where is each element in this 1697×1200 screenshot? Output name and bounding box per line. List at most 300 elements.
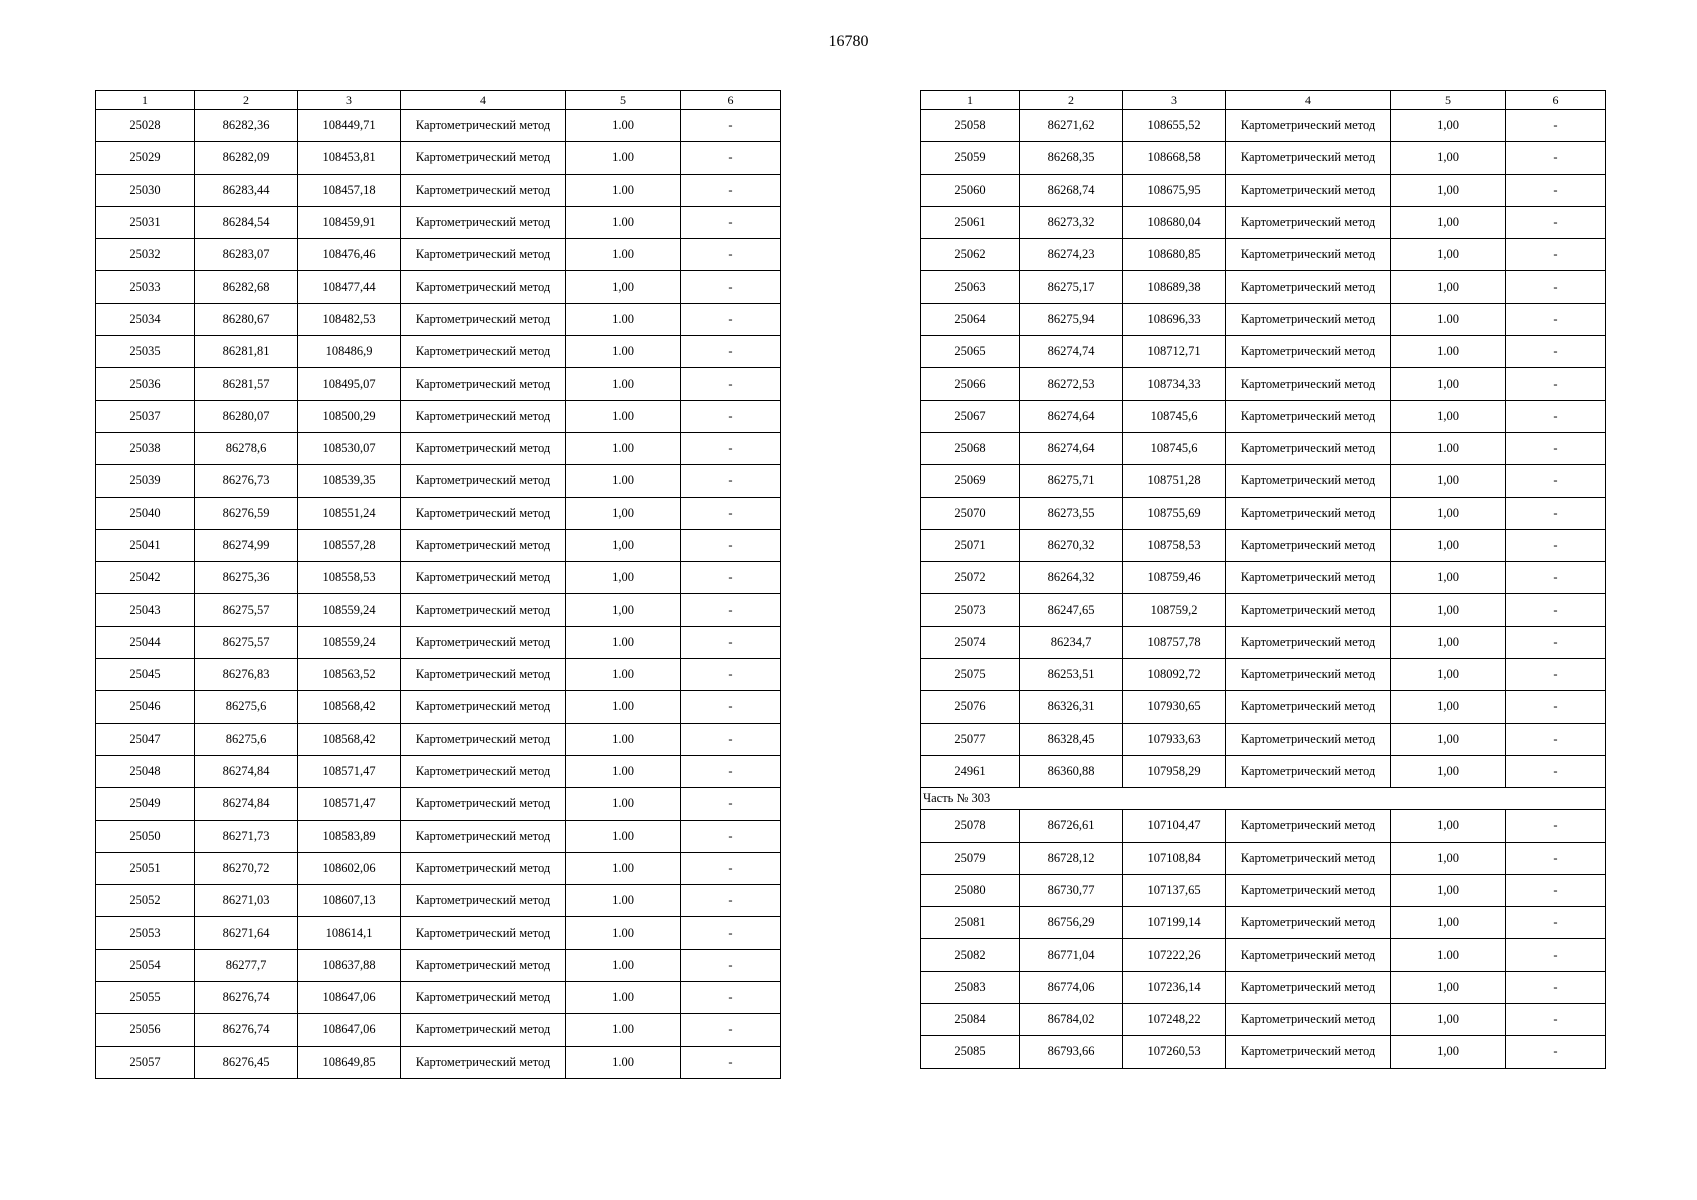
- table-body-left: [96, 110, 781, 1079]
- y-coordinate-cell: 108655,52: [1123, 110, 1226, 142]
- x-coordinate-cell: 86756,29: [1020, 907, 1123, 939]
- description-cell: -: [681, 594, 781, 626]
- point-number-cell: 25079: [921, 842, 1020, 874]
- method-cell: Картометрический метод: [1226, 497, 1391, 529]
- accuracy-cell: 1,00: [1391, 594, 1506, 626]
- description-cell: -: [681, 1046, 781, 1078]
- description-cell: -: [681, 852, 781, 884]
- table-row: [96, 497, 781, 529]
- description-cell: -: [681, 174, 781, 206]
- table-row: [921, 810, 1606, 842]
- y-coordinate-cell: 108092,72: [1123, 659, 1226, 691]
- header-cell: 6: [681, 91, 781, 110]
- method-cell: Картометрический метод: [401, 562, 566, 594]
- table-row: [96, 400, 781, 432]
- method-cell: Картометрический метод: [1226, 1036, 1391, 1068]
- table-row: [96, 110, 781, 142]
- table-row: [921, 723, 1606, 755]
- x-coordinate-cell: 86273,32: [1020, 206, 1123, 238]
- description-cell: -: [1506, 971, 1606, 1003]
- description-cell: -: [681, 723, 781, 755]
- x-coordinate-cell: 86283,44: [195, 174, 298, 206]
- point-number-cell: 25043: [96, 594, 195, 626]
- x-coordinate-cell: 86277,7: [195, 949, 298, 981]
- accuracy-cell: 1,00: [566, 497, 681, 529]
- point-number-cell: 25074: [921, 626, 1020, 658]
- y-coordinate-cell: 108558,53: [298, 562, 401, 594]
- x-coordinate-cell: 86271,03: [195, 885, 298, 917]
- method-cell: Картометрический метод: [1226, 110, 1391, 142]
- accuracy-cell: 1,00: [1391, 497, 1506, 529]
- description-cell: -: [1506, 529, 1606, 561]
- accuracy-cell: 1.00: [566, 788, 681, 820]
- accuracy-cell: 1,00: [566, 562, 681, 594]
- method-cell: Картометрический метод: [1226, 562, 1391, 594]
- method-cell: Картометрический метод: [1226, 465, 1391, 497]
- x-coordinate-cell: 86784,02: [1020, 1004, 1123, 1036]
- point-number-cell: 25035: [96, 336, 195, 368]
- table-row: [96, 336, 781, 368]
- x-coordinate-cell: 86276,74: [195, 1014, 298, 1046]
- accuracy-cell: 1,00: [1391, 1036, 1506, 1068]
- table-row: [921, 174, 1606, 206]
- method-cell: Картометрический метод: [1226, 594, 1391, 626]
- point-number-cell: 25078: [921, 810, 1020, 842]
- x-coordinate-cell: 86268,35: [1020, 142, 1123, 174]
- accuracy-cell: 1.00: [566, 174, 681, 206]
- accuracy-cell: 1.00: [566, 820, 681, 852]
- table-row: [96, 432, 781, 464]
- description-cell: -: [681, 529, 781, 561]
- x-coordinate-cell: 86275,94: [1020, 303, 1123, 335]
- accuracy-cell: 1.00: [566, 852, 681, 884]
- table-row: [921, 497, 1606, 529]
- point-number-cell: 25048: [96, 755, 195, 787]
- y-coordinate-cell: 108734,33: [1123, 368, 1226, 400]
- table-row: [921, 239, 1606, 271]
- accuracy-cell: 1,00: [566, 594, 681, 626]
- y-coordinate-cell: 108459,91: [298, 206, 401, 238]
- method-cell: Картометрический метод: [401, 110, 566, 142]
- header-cell: 1: [921, 91, 1020, 110]
- point-number-cell: 25052: [96, 885, 195, 917]
- point-number-cell: 25071: [921, 529, 1020, 561]
- x-coordinate-cell: 86234,7: [1020, 626, 1123, 658]
- description-cell: -: [1506, 755, 1606, 787]
- y-coordinate-cell: 107104,47: [1123, 810, 1226, 842]
- point-number-cell: 25044: [96, 626, 195, 658]
- y-coordinate-cell: 108614,1: [298, 917, 401, 949]
- description-cell: -: [681, 110, 781, 142]
- point-number-cell: 25034: [96, 303, 195, 335]
- description-cell: -: [1506, 1036, 1606, 1068]
- x-coordinate-cell: 86275,57: [195, 594, 298, 626]
- y-coordinate-cell: 108755,69: [1123, 497, 1226, 529]
- header-cell: 2: [195, 91, 298, 110]
- accuracy-cell: 1,00: [1391, 142, 1506, 174]
- table-row: [96, 659, 781, 691]
- method-cell: Картометрический метод: [1226, 626, 1391, 658]
- x-coordinate-cell: 86360,88: [1020, 755, 1123, 787]
- description-cell: -: [1506, 810, 1606, 842]
- method-cell: Картометрический метод: [401, 594, 566, 626]
- point-number-cell: 25073: [921, 594, 1020, 626]
- y-coordinate-cell: 108476,46: [298, 239, 401, 271]
- point-number-cell: 25081: [921, 907, 1020, 939]
- method-cell: Картометрический метод: [1226, 842, 1391, 874]
- description-cell: -: [1506, 497, 1606, 529]
- accuracy-cell: 1,00: [1391, 810, 1506, 842]
- table-row: [96, 271, 781, 303]
- point-number-cell: 25084: [921, 1004, 1020, 1036]
- point-number-cell: 25037: [96, 400, 195, 432]
- header-cell: 4: [1226, 91, 1391, 110]
- accuracy-cell: 1,00: [1391, 271, 1506, 303]
- point-number-cell: 25032: [96, 239, 195, 271]
- point-number-cell: 25039: [96, 465, 195, 497]
- point-number-cell: 25029: [96, 142, 195, 174]
- point-number-cell: 25077: [921, 723, 1020, 755]
- method-cell: Картометрический метод: [401, 497, 566, 529]
- x-coordinate-cell: 86726,61: [1020, 810, 1123, 842]
- x-coordinate-cell: 86274,64: [1020, 400, 1123, 432]
- description-cell: -: [1506, 206, 1606, 238]
- method-cell: Картометрический метод: [401, 206, 566, 238]
- method-cell: Картометрический метод: [401, 368, 566, 400]
- table-row: [921, 400, 1606, 432]
- x-coordinate-cell: 86270,72: [195, 852, 298, 884]
- x-coordinate-cell: 86771,04: [1020, 939, 1123, 971]
- y-coordinate-cell: 108477,44: [298, 271, 401, 303]
- point-number-cell: 25080: [921, 874, 1020, 906]
- method-cell: Картометрический метод: [401, 142, 566, 174]
- accuracy-cell: 1.00: [566, 755, 681, 787]
- table-row: [921, 874, 1606, 906]
- table-row: [96, 982, 781, 1014]
- table-row: [921, 432, 1606, 464]
- point-number-cell: 25057: [96, 1046, 195, 1078]
- y-coordinate-cell: 108568,42: [298, 691, 401, 723]
- description-cell: -: [1506, 239, 1606, 271]
- y-coordinate-cell: 108758,53: [1123, 529, 1226, 561]
- description-cell: -: [1506, 400, 1606, 432]
- accuracy-cell: 1.00: [1391, 432, 1506, 464]
- table-row: [96, 755, 781, 787]
- accuracy-cell: 1,00: [1391, 400, 1506, 432]
- table-row: [96, 368, 781, 400]
- page-number: 16780: [828, 33, 869, 50]
- accuracy-cell: 1.00: [566, 659, 681, 691]
- x-coordinate-cell: 86326,31: [1020, 691, 1123, 723]
- point-number-cell: 24961: [921, 755, 1020, 787]
- y-coordinate-cell: 107958,29: [1123, 755, 1226, 787]
- accuracy-cell: 1.00: [566, 949, 681, 981]
- description-cell: -: [1506, 842, 1606, 874]
- accuracy-cell: 1,00: [1391, 206, 1506, 238]
- section-label: Часть № 303: [921, 788, 1606, 810]
- point-number-cell: 25051: [96, 852, 195, 884]
- y-coordinate-cell: 108745,6: [1123, 400, 1226, 432]
- accuracy-cell: 1,00: [1391, 239, 1506, 271]
- y-coordinate-cell: 108453,81: [298, 142, 401, 174]
- method-cell: Картометрический метод: [401, 949, 566, 981]
- y-coordinate-cell: 108563,52: [298, 659, 401, 691]
- accuracy-cell: 1.00: [566, 368, 681, 400]
- description-cell: -: [681, 497, 781, 529]
- description-cell: -: [681, 432, 781, 464]
- x-coordinate-cell: 86774,06: [1020, 971, 1123, 1003]
- point-number-cell: 25033: [96, 271, 195, 303]
- header-cell: 3: [298, 91, 401, 110]
- table-row: [96, 594, 781, 626]
- y-coordinate-cell: 107248,22: [1123, 1004, 1226, 1036]
- point-number-cell: 25082: [921, 939, 1020, 971]
- table-row: [96, 1046, 781, 1078]
- description-cell: -: [681, 142, 781, 174]
- x-coordinate-cell: 86275,6: [195, 691, 298, 723]
- x-coordinate-cell: 86275,71: [1020, 465, 1123, 497]
- method-cell: Картометрический метод: [401, 239, 566, 271]
- description-cell: -: [681, 982, 781, 1014]
- accuracy-cell: 1,00: [566, 271, 681, 303]
- method-cell: Картометрический метод: [1226, 239, 1391, 271]
- point-number-cell: 25055: [96, 982, 195, 1014]
- point-number-cell: 25054: [96, 949, 195, 981]
- x-coordinate-cell: 86276,73: [195, 465, 298, 497]
- point-number-cell: 25060: [921, 174, 1020, 206]
- y-coordinate-cell: 108559,24: [298, 594, 401, 626]
- x-coordinate-cell: 86275,6: [195, 723, 298, 755]
- table-row: [96, 788, 781, 820]
- x-coordinate-cell: 86282,68: [195, 271, 298, 303]
- accuracy-cell: 1.00: [566, 1046, 681, 1078]
- point-number-cell: 25065: [921, 336, 1020, 368]
- description-cell: -: [681, 465, 781, 497]
- section-divider: [921, 788, 1606, 810]
- y-coordinate-cell: 107137,65: [1123, 874, 1226, 906]
- y-coordinate-cell: 108568,42: [298, 723, 401, 755]
- table-row: [921, 939, 1606, 971]
- description-cell: -: [681, 239, 781, 271]
- table-row: [921, 368, 1606, 400]
- y-coordinate-cell: 108649,85: [298, 1046, 401, 1078]
- y-coordinate-cell: 108602,06: [298, 852, 401, 884]
- method-cell: Картометрический метод: [401, 626, 566, 658]
- accuracy-cell: 1.00: [566, 885, 681, 917]
- x-coordinate-cell: 86284,54: [195, 206, 298, 238]
- table-row: [921, 336, 1606, 368]
- point-number-cell: 25049: [96, 788, 195, 820]
- table-row: [96, 885, 781, 917]
- x-coordinate-cell: 86268,74: [1020, 174, 1123, 206]
- y-coordinate-cell: 108647,06: [298, 982, 401, 1014]
- x-coordinate-cell: 86270,32: [1020, 529, 1123, 561]
- y-coordinate-cell: 107236,14: [1123, 971, 1226, 1003]
- x-coordinate-cell: 86730,77: [1020, 874, 1123, 906]
- method-cell: Картометрический метод: [1226, 400, 1391, 432]
- header-cell: 1: [96, 91, 195, 110]
- table-body-right-section: [921, 810, 1606, 1068]
- description-cell: -: [681, 368, 781, 400]
- point-number-cell: 25076: [921, 691, 1020, 723]
- accuracy-cell: 1,00: [1391, 626, 1506, 658]
- table-row: [921, 562, 1606, 594]
- method-cell: Картометрический метод: [1226, 874, 1391, 906]
- description-cell: -: [1506, 174, 1606, 206]
- description-cell: -: [681, 691, 781, 723]
- accuracy-cell: 1,00: [1391, 465, 1506, 497]
- x-coordinate-cell: 86728,12: [1020, 842, 1123, 874]
- point-number-cell: 25042: [96, 562, 195, 594]
- method-cell: Картометрический метод: [401, 271, 566, 303]
- description-cell: -: [681, 820, 781, 852]
- y-coordinate-cell: 108583,89: [298, 820, 401, 852]
- y-coordinate-cell: 108551,24: [298, 497, 401, 529]
- y-coordinate-cell: 108668,58: [1123, 142, 1226, 174]
- description-cell: -: [1506, 907, 1606, 939]
- method-cell: Картометрический метод: [1226, 755, 1391, 787]
- accuracy-cell: 1.00: [1391, 336, 1506, 368]
- table-row: [96, 206, 781, 238]
- method-cell: Картометрический метод: [1226, 174, 1391, 206]
- description-cell: -: [681, 788, 781, 820]
- header-cell: 5: [1391, 91, 1506, 110]
- header-cell: 4: [401, 91, 566, 110]
- point-number-cell: 25050: [96, 820, 195, 852]
- method-cell: Картометрический метод: [1226, 1004, 1391, 1036]
- method-cell: Картометрический метод: [401, 691, 566, 723]
- y-coordinate-cell: 108539,35: [298, 465, 401, 497]
- description-cell: -: [1506, 432, 1606, 464]
- method-cell: Картометрический метод: [401, 1046, 566, 1078]
- table-row: [921, 659, 1606, 691]
- description-cell: -: [681, 917, 781, 949]
- table-row: [921, 465, 1606, 497]
- description-cell: -: [1506, 336, 1606, 368]
- method-cell: Картометрический метод: [401, 755, 566, 787]
- x-coordinate-cell: 86272,53: [1020, 368, 1123, 400]
- table-row: [96, 239, 781, 271]
- y-coordinate-cell: 108680,04: [1123, 206, 1226, 238]
- accuracy-cell: 1.00: [566, 465, 681, 497]
- accuracy-cell: 1,00: [1391, 842, 1506, 874]
- y-coordinate-cell: 108571,47: [298, 755, 401, 787]
- method-cell: Картометрический метод: [1226, 529, 1391, 561]
- accuracy-cell: 1.00: [566, 982, 681, 1014]
- point-number-cell: 25046: [96, 691, 195, 723]
- y-coordinate-cell: 108689,38: [1123, 271, 1226, 303]
- table-row: [921, 271, 1606, 303]
- y-coordinate-cell: 108759,2: [1123, 594, 1226, 626]
- table-row: [921, 1036, 1606, 1068]
- description-cell: -: [1506, 368, 1606, 400]
- x-coordinate-cell: 86271,64: [195, 917, 298, 949]
- description-cell: -: [1506, 874, 1606, 906]
- header-cell: 6: [1506, 91, 1606, 110]
- method-cell: Картометрический метод: [401, 174, 566, 206]
- header-row: [96, 91, 781, 110]
- x-coordinate-cell: 86264,32: [1020, 562, 1123, 594]
- description-cell: -: [681, 336, 781, 368]
- description-cell: -: [681, 400, 781, 432]
- table-row: [921, 303, 1606, 335]
- method-cell: Картометрический метод: [1226, 336, 1391, 368]
- method-cell: Картометрический метод: [1226, 939, 1391, 971]
- table-body-right: [921, 110, 1606, 788]
- point-number-cell: 25083: [921, 971, 1020, 1003]
- method-cell: Картометрический метод: [1226, 691, 1391, 723]
- description-cell: -: [1506, 1004, 1606, 1036]
- accuracy-cell: 1.00: [566, 110, 681, 142]
- point-number-cell: 25067: [921, 400, 1020, 432]
- x-coordinate-cell: 86253,51: [1020, 659, 1123, 691]
- accuracy-cell: 1.00: [566, 142, 681, 174]
- x-coordinate-cell: 86275,17: [1020, 271, 1123, 303]
- point-number-cell: 25030: [96, 174, 195, 206]
- point-number-cell: 25045: [96, 659, 195, 691]
- header-cell: 2: [1020, 91, 1123, 110]
- description-cell: -: [681, 271, 781, 303]
- table-row: [96, 529, 781, 561]
- x-coordinate-cell: 86276,83: [195, 659, 298, 691]
- description-cell: -: [1506, 110, 1606, 142]
- method-cell: Картометрический метод: [401, 917, 566, 949]
- x-coordinate-cell: 86271,73: [195, 820, 298, 852]
- x-coordinate-cell: 86276,74: [195, 982, 298, 1014]
- x-coordinate-cell: 86282,36: [195, 110, 298, 142]
- accuracy-cell: 1.00: [566, 336, 681, 368]
- table-row: [96, 949, 781, 981]
- x-coordinate-cell: 86281,57: [195, 368, 298, 400]
- point-number-cell: 25075: [921, 659, 1020, 691]
- accuracy-cell: 1.00: [566, 432, 681, 464]
- y-coordinate-cell: 108680,85: [1123, 239, 1226, 271]
- x-coordinate-cell: 86282,09: [195, 142, 298, 174]
- y-coordinate-cell: 108457,18: [298, 174, 401, 206]
- y-coordinate-cell: 108696,33: [1123, 303, 1226, 335]
- x-coordinate-cell: 86278,6: [195, 432, 298, 464]
- accuracy-cell: 1.00: [566, 400, 681, 432]
- y-coordinate-cell: 108559,24: [298, 626, 401, 658]
- y-coordinate-cell: 108751,28: [1123, 465, 1226, 497]
- accuracy-cell: 1.00: [566, 303, 681, 335]
- method-cell: Картометрический метод: [1226, 142, 1391, 174]
- point-number-cell: 25068: [921, 432, 1020, 464]
- table-row: [921, 971, 1606, 1003]
- y-coordinate-cell: 108482,53: [298, 303, 401, 335]
- y-coordinate-cell: 108571,47: [298, 788, 401, 820]
- point-number-cell: 25066: [921, 368, 1020, 400]
- table-row: [921, 206, 1606, 238]
- table-row: [921, 755, 1606, 787]
- accuracy-cell: 1,00: [566, 529, 681, 561]
- x-coordinate-cell: 86280,67: [195, 303, 298, 335]
- point-number-cell: 25070: [921, 497, 1020, 529]
- table-row: [921, 691, 1606, 723]
- table-row: [96, 852, 781, 884]
- method-cell: Картометрический метод: [401, 788, 566, 820]
- accuracy-cell: 1.00: [566, 917, 681, 949]
- point-number-cell: 25063: [921, 271, 1020, 303]
- method-cell: Картометрический метод: [1226, 810, 1391, 842]
- table-row: [921, 626, 1606, 658]
- point-number-cell: 25047: [96, 723, 195, 755]
- table-row: [96, 723, 781, 755]
- description-cell: -: [1506, 303, 1606, 335]
- accuracy-cell: 1,00: [1391, 874, 1506, 906]
- method-cell: Картометрический метод: [1226, 303, 1391, 335]
- table-row: [96, 820, 781, 852]
